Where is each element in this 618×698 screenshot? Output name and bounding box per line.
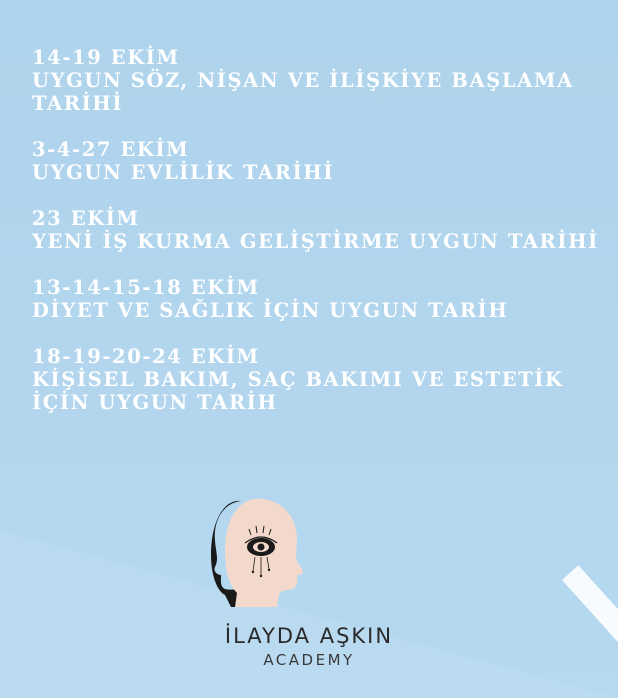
date-label: 3-4-27 EKİM: [32, 138, 190, 161]
date-block: [32, 345, 602, 414]
date-label: 18-19-20-24 EKİM: [32, 345, 260, 368]
date-block: [32, 46, 602, 115]
date-label: 13-14-15-18 EKİM: [32, 276, 260, 299]
date-description: DİYET VE SAĞLIK İÇİN UYGUN TARİH: [32, 299, 509, 322]
date-label: 23 EKİM: [32, 207, 140, 230]
brand-name: İLAYDA AŞKIN: [224, 624, 394, 648]
date-description: UYGUN EVLİLİK TARİHİ: [32, 161, 335, 184]
date-description: KİŞİSEL BAKIM, SAÇ BAKIMI VE ESTETİK: [32, 368, 564, 391]
date-block: [32, 276, 602, 322]
date-label: 14-19 EKİM: [32, 46, 180, 69]
date-block: [32, 138, 602, 184]
date-block: [32, 207, 602, 253]
date-description: UYGUN SÖZ, NİŞAN VE İLİŞKİYE BAŞLAMA: [32, 69, 574, 92]
date-description: İÇİN UYGUN TARİH: [32, 391, 278, 414]
date-description: TARİHİ: [32, 92, 124, 115]
two-faces-eye-logo-icon: [211, 495, 303, 607]
date-list: [32, 46, 602, 437]
brand-subtitle: ACADEMY: [263, 651, 355, 669]
date-description: YENİ İŞ KURMA GELİŞTİRME UYGUN TARİHİ: [32, 230, 599, 253]
